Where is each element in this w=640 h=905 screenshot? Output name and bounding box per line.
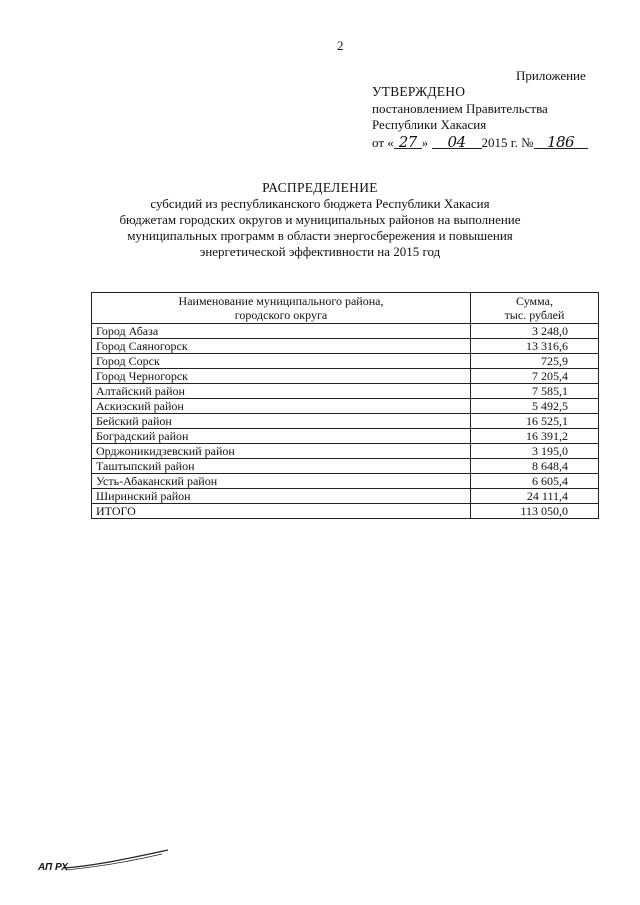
- district-name: Город Саяногорск: [92, 339, 471, 354]
- amount: 3 195,0: [471, 444, 599, 459]
- header-district-name: [92, 293, 471, 324]
- resolution-date-line: [372, 133, 588, 151]
- amount: 13 316,6: [471, 339, 599, 354]
- table-row: [92, 384, 599, 399]
- amount: 24 111,4: [471, 489, 599, 504]
- district-name: Боградский район: [92, 429, 471, 444]
- table-row: [92, 399, 599, 414]
- header-amount-line-2: тыс. рублей: [504, 308, 565, 322]
- amount: 7 205,4: [471, 369, 599, 384]
- stamp-pen-stroke: [62, 848, 172, 872]
- close-quote: »: [421, 135, 429, 150]
- header-district-line-2: городского округа: [234, 308, 328, 322]
- table-header-row: [92, 293, 599, 324]
- district-name: Таштыпский район: [92, 459, 471, 474]
- subsidy-table: [91, 292, 599, 519]
- subtitle-line: энергетической эффективности на 2015 год: [199, 244, 441, 259]
- handwritten-number: 186: [534, 133, 588, 149]
- table-row: [92, 324, 599, 339]
- approved-by-line-2: Республики Хакасия: [372, 117, 487, 132]
- district-name: Усть-Абаканский район: [92, 474, 471, 489]
- district-name: Алтайский район: [92, 384, 471, 399]
- amount: 725,9: [471, 354, 599, 369]
- table-row: [92, 339, 599, 354]
- table-row: [92, 429, 599, 444]
- table-row: [92, 369, 599, 384]
- total-amount: 113 050,0: [471, 504, 599, 519]
- year-number-label: 2015 г. №: [481, 135, 534, 150]
- amount: 7 585,1: [471, 384, 599, 399]
- table-row: [92, 489, 599, 504]
- table-row: [92, 354, 599, 369]
- amount: 3 248,0: [471, 324, 599, 339]
- table-row: [92, 444, 599, 459]
- handwritten-day: 27: [394, 133, 422, 149]
- header-district-line-1: Наименование муниципального района,: [178, 294, 384, 308]
- table-row: [92, 414, 599, 429]
- amount: 8 648,4: [471, 459, 599, 474]
- registry-stamp: АП РХ: [38, 862, 68, 873]
- subtitle-line: субсидий из республиканского бюджета Республики Хакасия: [150, 196, 490, 211]
- amount: 16 391,2: [471, 429, 599, 444]
- district-name: Аскизский район: [92, 399, 471, 414]
- page-number: 2: [337, 38, 344, 53]
- subtitle-line: бюджетам городских округов и муниципальных районов на выполнение: [119, 212, 521, 227]
- district-name: Город Черногорск: [92, 369, 471, 384]
- amount: 5 492,5: [471, 399, 599, 414]
- total-row: [92, 504, 599, 519]
- header-amount-line-1: Сумма,: [516, 294, 553, 308]
- district-name: Город Сорск: [92, 354, 471, 369]
- district-name: Бейский район: [92, 414, 471, 429]
- district-name: Орджоникидзевский район: [92, 444, 471, 459]
- from-label: от: [372, 135, 385, 150]
- table-row: [92, 459, 599, 474]
- subtitle-line: муниципальных программ в области энергосбережения и повышения: [127, 228, 513, 243]
- approved-heading: УТВЕРЖДЕНО: [372, 84, 466, 99]
- approved-by-line-1: постановлением Правительства: [372, 101, 548, 116]
- document-subtitle: [0, 196, 640, 260]
- amount: 16 525,1: [471, 414, 599, 429]
- header-amount: [471, 293, 599, 324]
- amount: 6 605,4: [471, 474, 599, 489]
- table-row: [92, 474, 599, 489]
- total-label: ИТОГО: [92, 504, 471, 519]
- open-quote: «: [387, 135, 394, 150]
- appendix-label: Приложение: [516, 68, 586, 83]
- handwritten-month: 04: [432, 133, 482, 149]
- district-name: Город Абаза: [92, 324, 471, 339]
- district-name: Ширинский район: [92, 489, 471, 504]
- document-title: РАСПРЕДЕЛЕНИЕ: [262, 180, 378, 195]
